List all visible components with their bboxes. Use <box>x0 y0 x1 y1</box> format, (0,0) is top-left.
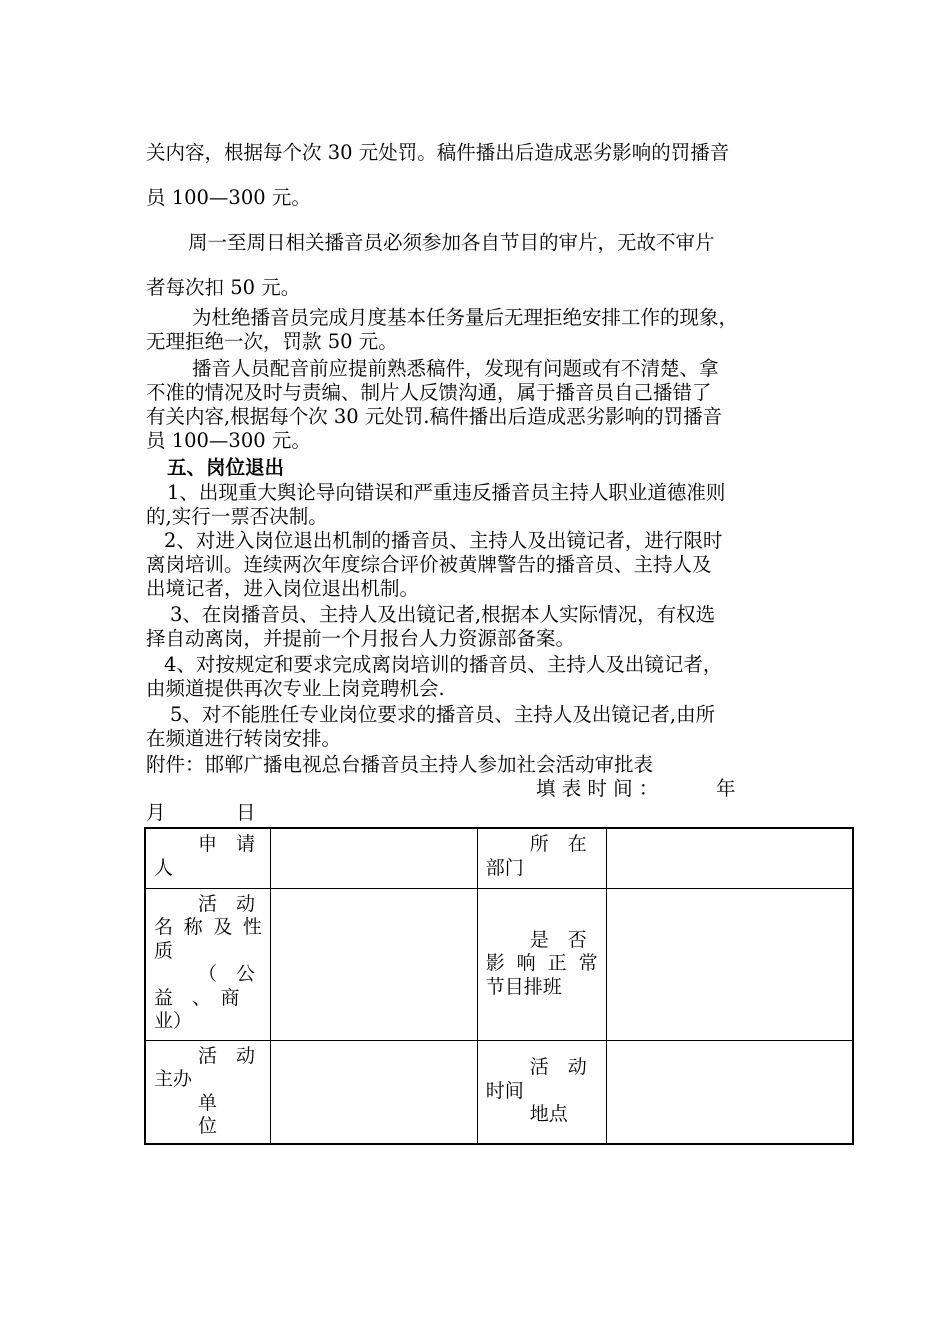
department-label: 所 在 <box>529 833 587 855</box>
applicant-label: 人 <box>154 856 174 879</box>
activity-name-label: 益 、 商 <box>154 986 240 1009</box>
body-line: 5、对不能胜任专业岗位要求的播音员、主持人及出镜记者,由所 <box>170 703 716 726</box>
body-line: 3、在岗播音员、主持人及出镜记者,根据本人实际情况，有权选 <box>170 603 716 626</box>
department-value-cell[interactable] <box>606 828 853 888</box>
activity-name-label: 质 <box>154 939 174 962</box>
body-line: 周一至周日相关播音员必须参加各自节目的审片，无故不审片 <box>188 231 715 254</box>
schedule-impact-label: 影响正常 <box>485 952 598 975</box>
schedule-impact-value-cell[interactable] <box>606 888 853 1040</box>
body-line: 不准的情况及时与责编、制片人反馈沟通，属于播音员自己播错了 <box>146 381 712 404</box>
activity-name-label: 名称及性 <box>154 916 262 938</box>
organizer-label: 主办 <box>154 1068 193 1090</box>
activity-name-value-cell[interactable] <box>270 888 477 1040</box>
body-line: 在频道进行转岗安排。 <box>146 727 342 750</box>
time-location-value-cell[interactable] <box>606 1040 853 1144</box>
body-line: 的,实行一票否决制。 <box>146 505 328 528</box>
body-line: 员 100—300 元。 <box>146 186 311 209</box>
organizer-label: 单 <box>198 1091 218 1114</box>
attachment-title: 附件：邯郸广播电视总台播音员主持人参加社会活动审批表 <box>146 753 654 776</box>
fill-time-month: 月 <box>146 801 166 824</box>
body-line: 出境记者，进入岗位退出机制。 <box>146 577 420 600</box>
applicant-value-cell[interactable] <box>270 828 477 888</box>
body-line: 择自动离岗，并提前一个月报台人力资源部备案。 <box>146 627 576 650</box>
organizer-value-cell[interactable] <box>270 1040 477 1144</box>
applicant-label-cell <box>145 828 270 888</box>
schedule-impact-label: 节目排班 <box>485 975 562 998</box>
body-line: 关内容，根据每个次 30 元处罚。稿件播出后造成恶劣影响的罚播音 <box>146 141 730 164</box>
applicant-label: 申 请 <box>198 833 256 855</box>
body-line: 无理拒绝一次，罚款 50 元。 <box>146 330 398 353</box>
department-label-cell <box>477 828 606 888</box>
organizer-label-cell <box>145 1040 270 1144</box>
schedule-impact-label-cell <box>477 888 606 1040</box>
activity-name-label: （ 公 <box>198 963 256 985</box>
time-location-label: 活 动 <box>529 1056 587 1079</box>
activity-name-label-cell <box>145 888 270 1040</box>
fill-time-year: 年 <box>716 777 736 800</box>
body-line: 播音人员配音前应提前熟悉稿件，发现有问题或有不清楚、拿 <box>192 357 719 380</box>
department-label: 部门 <box>485 856 524 879</box>
fill-time-day: 日 <box>236 801 256 824</box>
organizer-label: 位 <box>198 1115 218 1137</box>
form-row <box>145 888 853 1040</box>
body-line: 1、出现重大舆论导向错误和严重违反播音员主持人职业道德准则 <box>167 481 726 504</box>
body-line: 4、对按规定和要求完成离岗培训的播音员、主持人及出镜记者， <box>164 653 723 676</box>
time-location-label-cell <box>477 1040 606 1144</box>
section-heading: 五、岗位退出 <box>167 456 285 479</box>
body-line: 由频道提供再次专业上岗竞聘机会. <box>146 677 445 700</box>
body-line: 2、对进入岗位退出机制的播音员、主持人及出镜记者，进行限时 <box>164 529 723 552</box>
body-line: 员 100—300 元。 <box>146 429 311 452</box>
form-row <box>145 828 853 888</box>
body-line: 为杜绝播音员完成月度基本任务量后无理拒绝安排工作的现象， <box>192 306 739 329</box>
activity-name-label: 活 动 <box>198 892 256 915</box>
activity-name-label: 业） <box>154 1010 193 1032</box>
schedule-impact-label: 是 否 <box>529 928 587 951</box>
form-row <box>145 1040 853 1144</box>
organizer-label: 活 动 <box>198 1044 256 1067</box>
fill-time-label: 填 表 时 间 ： <box>536 777 659 800</box>
body-line: 有关内容,根据每个次 30 元处罚.稿件播出后造成恶劣影响的罚播音 <box>146 405 723 428</box>
time-location-label: 地点 <box>529 1103 568 1126</box>
body-line: 离岗培训。连续两次年度综合评价被黄牌警告的播音员、主持人及 <box>146 553 712 576</box>
approval-form-table <box>144 827 854 1145</box>
time-location-label: 时间 <box>485 1079 524 1102</box>
body-line: 者每次扣 50 元。 <box>146 276 301 299</box>
